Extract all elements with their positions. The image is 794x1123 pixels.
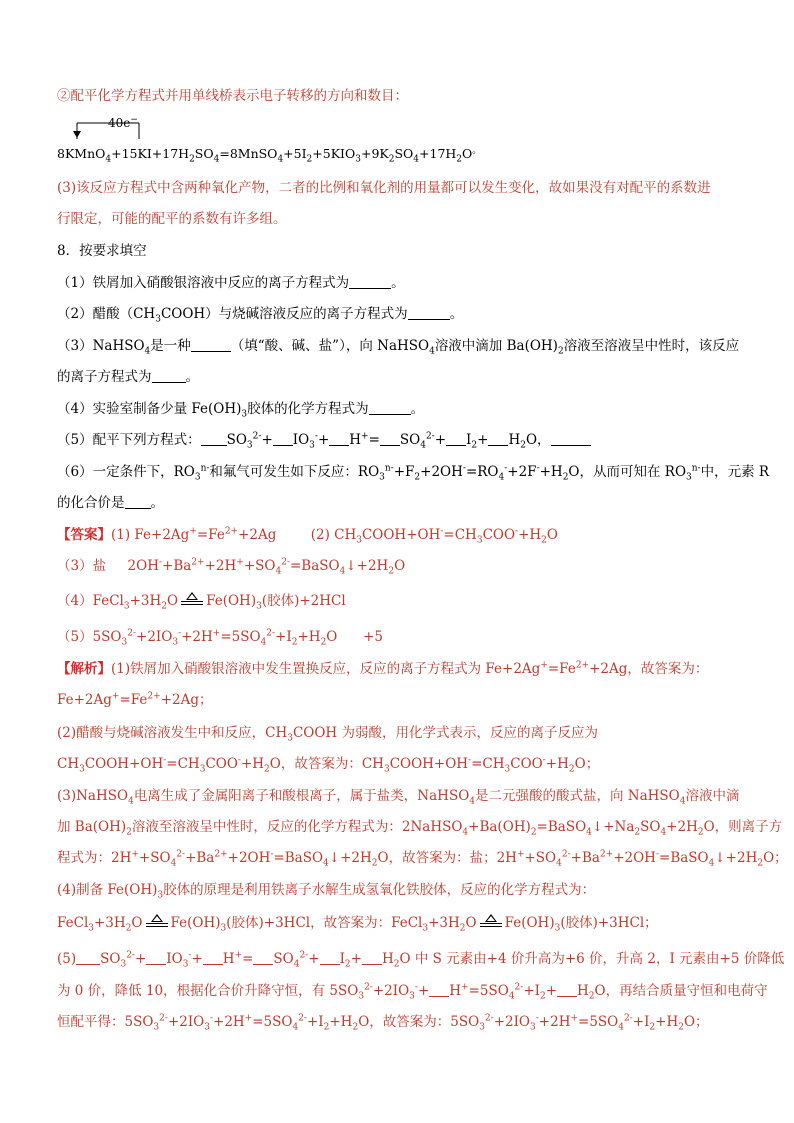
question-6: （6）一定条件下，$RO_3^{n-}$和氟气可发生如下反应：$RO_3^{n-}+F_2+2OH^-=RO_4^-+2F^-+H_2O$，从而可知在 $RO_3^{n-}$中，元素 R: [57, 463, 770, 483]
analysis-line-4: $CH_3COOH+OH^-=CH_3COO^-+H_2O$，故答案为：$CH_3COOH+OH^-=CH_3COO^-+H_2O$；: [57, 755, 600, 775]
analysis-line-3: (2)醋酸与烧碱溶液发生中和反应，$CH_3COOH$ 为弱酸，用化学式表示，反应的离子反应为: [57, 725, 598, 744]
heat-triangle-icon: [480, 914, 502, 927]
question-heading: 8．按要求填空: [57, 243, 147, 259]
analysis-line-8: (4)制备 $Fe(OH)_3$胶体的原理是利用铁离子水解生成氢氧化铁胶体，反应的化学方程式为：: [57, 882, 596, 901]
question-5: （5）配平下列方程式： $SO_3^{2-}+ IO_3^-+ H^+= SO_4^{2-}+ I_2+ H_2O$，: [57, 431, 591, 449]
question-1: （1）铁屑加入硝酸银溶液中反应的离子方程式为 。: [57, 275, 405, 291]
electron-label: 40e−: [108, 115, 138, 130]
heat-triangle-icon: [146, 914, 168, 927]
question-6-cont: 的化合价是 。: [57, 495, 164, 511]
equation-kmno4: $8KMnO_4+15KI+17H_2SO_4=8MnSO_4+5I_2+5KIO_3+9K_2SO_4+17H_2O^。$: [57, 145, 482, 165]
analysis-line-11: 为 0 价，降低 10，根据化合价升降守恒，有 $5SO_3^{2-}+2IO_3^-+ H^+=5SO_4^{2-}+I_2+ H_2O$，再结合质量守恒和电荷守: [57, 982, 768, 1002]
analysis-line-5: (3)NaHSO$_4$电离生成了金属阳离子和酸根离子，属于盐类，NaHSO$_4$是二元强酸的酸式盐，向 NaHSO$_4$溶液中滴: [57, 788, 740, 807]
text-line: 行限定，可能的配平的系数有许多组。: [57, 211, 287, 227]
question-3-cont: 的离子方程式为 。: [57, 369, 199, 385]
analysis-line-7: 程式为：$2H^++SO_4^{2-}+Ba^{2+}+2OH^-=BaSO_4↓+2H_2O$，故答案为：盐；$2H^++SO_4^{2-}+Ba^{2+}+2OH^-=BaSO_4↓+2H_2O$；: [57, 849, 788, 869]
analysis-line-1: 【解析】(1)铁屑加入硝酸银溶液中发生置换反应，反应的离子方程式为 $Fe+2Ag^+=Fe^{2+}+2Ag$，故答案为：: [57, 660, 709, 677]
analysis-line-2: $Fe+2Ag^+=Fe^{2+}+2Ag$；: [57, 691, 213, 708]
answer-line-3: $(4)FeCl_3+3H_2O$ $Fe(OH)_3$(胶体)+2HCl: [57, 593, 346, 612]
text-line: ②配平化学方程式并用单线桥表示电子转移的方向和数目：: [57, 88, 408, 104]
question-3: （3）NaHSO$_4$是一种 （填“酸、碱、盐”），向 NaHSO$_4$溶液中滴加 $Ba(OH)_2$溶液至溶液呈中性时，该反应: [57, 338, 740, 357]
answer-line-2: （3）盐 $2OH^-+Ba^{2+}+2H^++SO_4^{2-}=BaSO_4↓+2H_2O$: [57, 557, 406, 577]
answer-line-1: 【答案】(1) $Fe+2Ag^+=Fe^{2+}+2Ag$ (2) $CH_3COOH+OH^-=CH_3COO^-+H_2O$: [57, 526, 558, 546]
analysis-line-10: (5) $SO_3^{2-}+ IO_3^-+ H^+= SO_4^{2-}+ I_2+ H_2O$ 中 S 元素由+4 价升高为+6 价，升高 2，I 元素由+5 价降低: [57, 950, 785, 970]
analysis-line-12: 恒配平得：$5SO_3^{2-}+2IO_3^-+2H^+=5SO_4^{2-}+I_2+H_2O$，故答案为：$5SO_3^{2-}+2IO_3^-+2H^+=5SO_4^{2-}+I_2+H_2O$；: [57, 1013, 709, 1033]
question-2: （2）醋酸$(CH_3COOH)$与烧碱溶液反应的离子方程式为 。: [57, 306, 464, 325]
text-line: (3)该反应方程式中含两种氧化产物，二者的比例和氧化剂的用量都可以发生变化，故如果没有对配平的系数进: [57, 180, 711, 196]
question-4: （4）实验室制备少量 $Fe(OH)_3$胶体的化学方程式为 。: [57, 401, 425, 420]
analysis-line-6: 加 $Ba(OH)_2$溶液至溶液呈中性时，反应的化学方程式为：$2NaHSO_4+Ba(OH)_2=BaSO_4↓+Na_2SO_4+2H_2O$，则离子方: [57, 819, 783, 838]
heat-triangle-icon: [181, 592, 203, 605]
answer-line-4: $(5)5SO_3^{2-}+2IO_3^-+2H^+=5SO_4^{2-}+I_2+H_2O$ +5: [57, 628, 384, 648]
analysis-line-9: $FeCl_3+3H_2O$ $Fe(OH)_3$(胶体)+3HCl，故答案为：$FeCl_3+3H_2O$ $Fe(OH)_3$(胶体)+3HCl；: [57, 915, 658, 934]
